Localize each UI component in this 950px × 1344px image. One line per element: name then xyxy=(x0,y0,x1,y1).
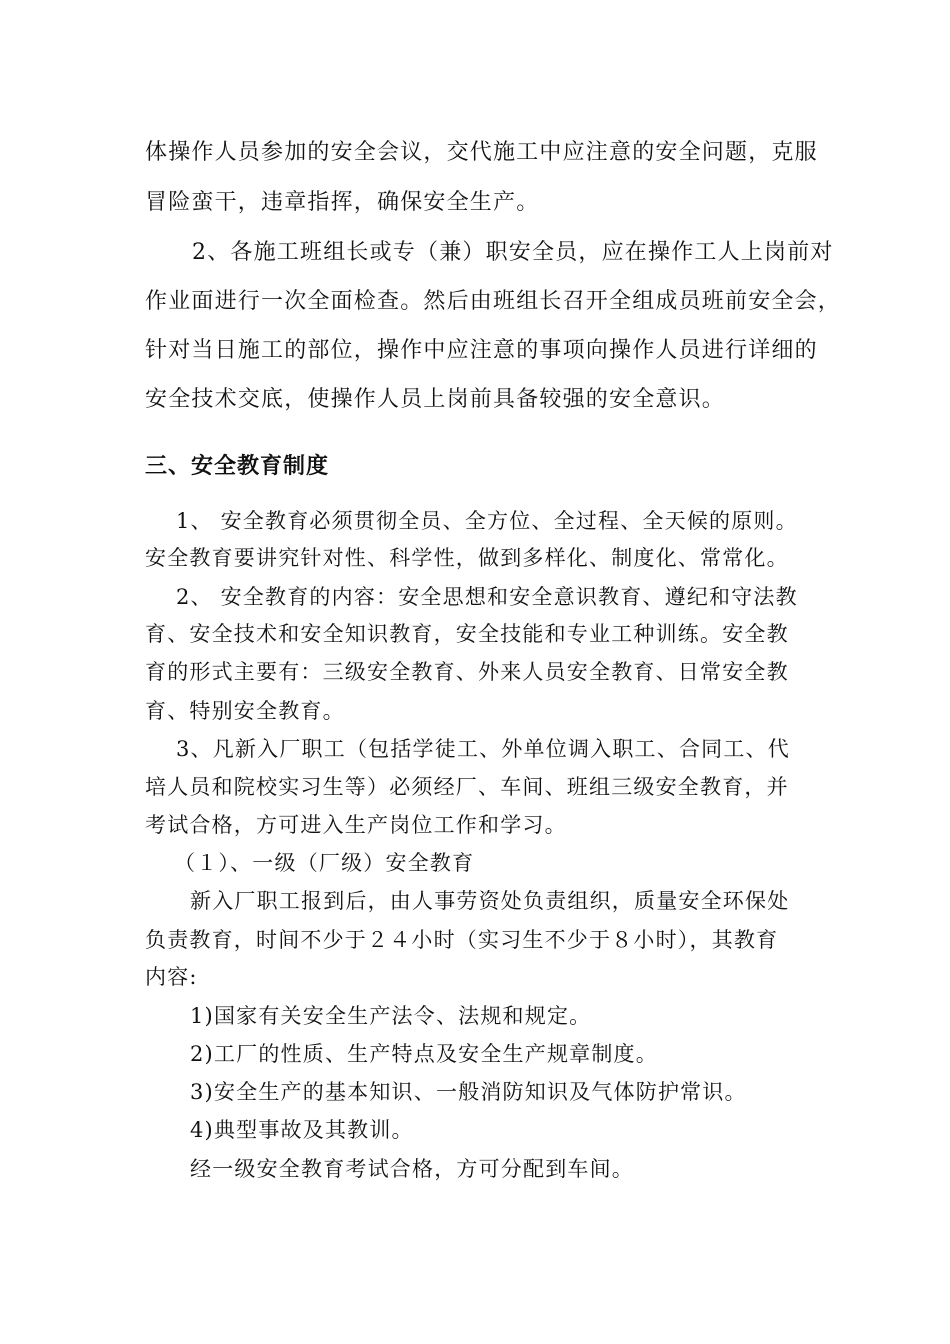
list-item: 4)典型事故及其教训。 xyxy=(190,1118,414,1142)
paragraph-line: 1、 安全教育必须贯彻全员、全方位、全过程、全天候的原则。 xyxy=(176,509,798,533)
paragraph-line: 安全教育要讲究针对性、科学性，做到多样化、制度化、常常化。 xyxy=(145,546,789,570)
paragraph-line: 新入厂职工报到后，由人事劳资处负责组织，质量安全环保处 xyxy=(190,889,790,913)
paragraph-line: 育的形式主要有：三级安全教育、外来人员安全教育、日常安全教 xyxy=(145,660,789,684)
subsection-title: （１）、一级（厂级）安全教育 xyxy=(174,851,475,875)
paragraph-line: 育、安全技术和安全知识教育，安全技能和专业工种训练。安全教 xyxy=(145,622,789,646)
list-item: 2)工厂的性质、生产特点及安全生产规章制度。 xyxy=(190,1042,658,1066)
paragraph-line: 针对当日施工的部位，操作中应注意的事项向操作人员进行详细的 xyxy=(145,338,818,363)
paragraph-line: 冒险蛮干，违章指挥，确保安全生产。 xyxy=(145,190,540,215)
paragraph-line: 3、凡新入厂职工（包括学徒工、外单位调入职工、合同工、代 xyxy=(176,737,790,761)
list-item: 3)安全生产的基本知识、一般消防知识及气体防护常识。 xyxy=(190,1080,747,1104)
paragraph-line: 育、特别安全教育。 xyxy=(145,699,345,723)
paragraph-line: 培人员和院校实习生等）必须经厂、车间、班组三级安全教育，并 xyxy=(145,775,789,799)
paragraph-line: 2、各施工班组长或专（兼）职安全员，应在操作工人上岗前对 xyxy=(192,240,834,265)
paragraph-line: 2、 安全教育的内容：安全思想和安全意识教育、遵纪和守法教 xyxy=(176,585,798,609)
paragraph-line: 安全技术交底，使操作人员上岗前具备较强的安全意识。 xyxy=(145,387,726,412)
paragraph-line: 内容: xyxy=(145,965,198,989)
list-item: 1)国家有关安全生产法令、法规和规定。 xyxy=(190,1004,592,1028)
paragraph-line: 体操作人员参加的安全会议，交代施工中应注意的安全问题，克服 xyxy=(145,140,818,165)
paragraph-line: 经一级安全教育考试合格，方可分配到车间。 xyxy=(190,1157,634,1181)
section-heading: 三、安全教育制度 xyxy=(145,453,330,479)
paragraph-line: 负责教育，时间不少于２４小时（实习生不少于８小时），其教育 xyxy=(145,928,779,952)
paragraph-line: 考试合格，方可进入生产岗位工作和学习。 xyxy=(145,813,567,837)
paragraph-line: 作业面进行一次全面检查。然后由班组长召开全组成员班前安全会， xyxy=(145,289,842,314)
